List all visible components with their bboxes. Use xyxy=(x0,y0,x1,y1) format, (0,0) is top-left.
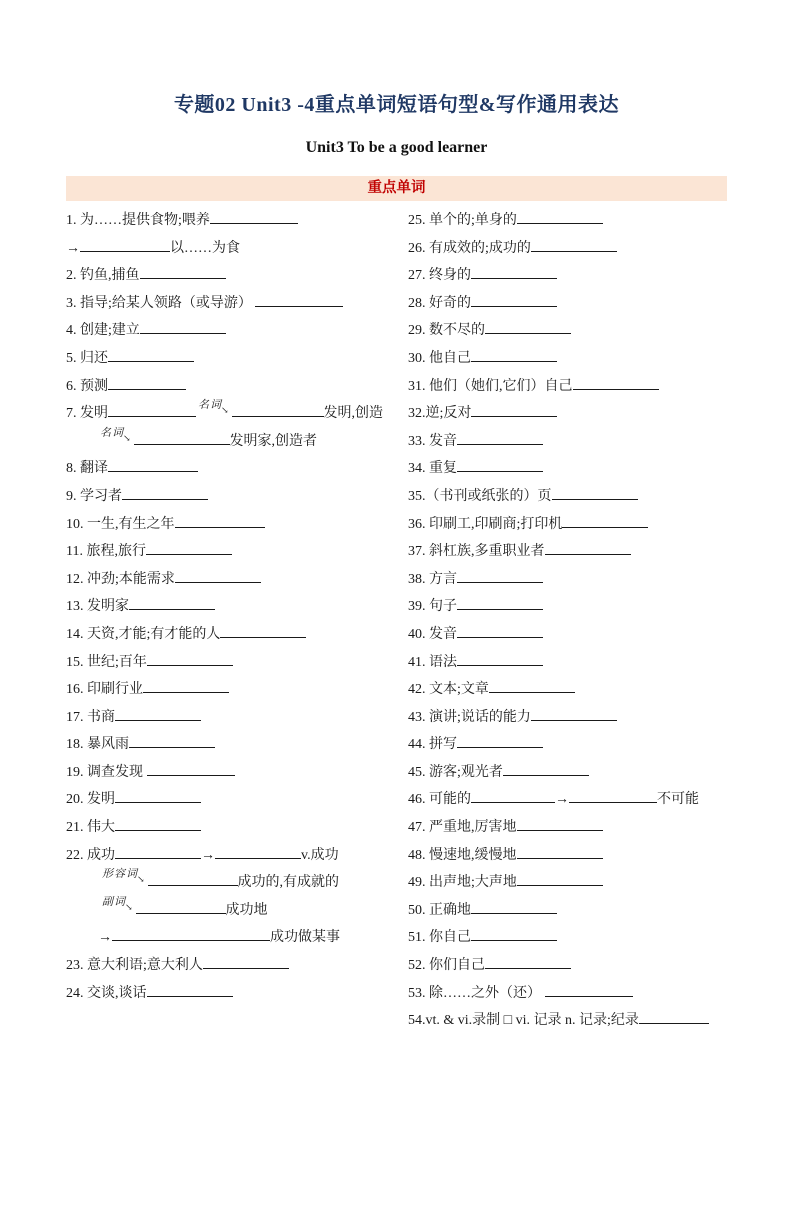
fill-blank xyxy=(471,899,557,914)
fill-blank xyxy=(545,982,633,997)
vocab-text: 40. 发音 xyxy=(408,626,457,642)
vocab-text: 15. 世纪;百年 xyxy=(66,654,147,670)
vocab-line xyxy=(66,593,408,621)
fill-blank xyxy=(215,844,301,859)
fill-blank xyxy=(140,264,226,279)
fill-blank xyxy=(122,485,208,500)
fill-blank xyxy=(485,954,571,969)
vocab-text: 30. 他自己 xyxy=(408,350,471,366)
pos-annotation xyxy=(100,420,132,448)
fill-blank xyxy=(471,402,557,417)
pos-annotation xyxy=(198,392,230,420)
vocab-line xyxy=(408,621,727,649)
vocab-line xyxy=(408,786,727,814)
fill-blank xyxy=(115,816,201,831)
fill-blank xyxy=(136,899,226,914)
fill-blank xyxy=(471,788,555,803)
vocab-text: 21. 伟大 xyxy=(66,820,115,836)
vocab-text: 19. 调查发现 xyxy=(66,764,147,780)
fill-blank xyxy=(471,292,557,307)
vocab-line xyxy=(66,207,408,235)
vocab-text: 4. 创建;建立 xyxy=(66,323,140,339)
vocab-text: → xyxy=(66,240,80,256)
fill-blank xyxy=(489,678,575,693)
vocab-text: 5. 归还 xyxy=(66,350,108,366)
vocab-line xyxy=(66,786,408,814)
vocab-text: 42. 文本;文章 xyxy=(408,682,489,698)
vocab-text: 27. 终身的 xyxy=(408,268,471,284)
vocab-line xyxy=(408,400,727,428)
vocab-text: 成功做某事 xyxy=(270,930,340,946)
vocab-text: 36. 印刷工,印刷商;打印机 xyxy=(408,516,563,532)
vocab-text: → xyxy=(201,847,215,863)
fill-blank xyxy=(115,706,201,721)
fill-blank xyxy=(517,209,603,224)
vocab-line xyxy=(408,869,727,897)
pos-label: 名词 xyxy=(100,426,124,439)
vocab-line xyxy=(408,345,727,373)
vocab-line xyxy=(408,290,727,318)
vocab-text: 16. 印刷行业 xyxy=(66,682,143,698)
vocab-text: 以……为食 xyxy=(170,240,240,256)
vocab-text: 3. 指导;给某人领路（或导游） xyxy=(66,295,256,311)
vocab-text: 18. 暴风雨 xyxy=(66,737,129,753)
vocab-text: 24. 交谈,谈话 xyxy=(66,985,147,1001)
fill-blank xyxy=(147,761,235,776)
fill-blank xyxy=(203,954,289,969)
vocab-text: 34. 重复 xyxy=(408,461,457,477)
vocab-text: 48. 慢速地,缓慢地 xyxy=(408,847,517,863)
vocab-text: 不可能 xyxy=(657,792,699,808)
vocab-line xyxy=(66,345,408,373)
vocab-text: 38. 方言 xyxy=(408,571,457,587)
fill-blank xyxy=(457,595,543,610)
vocab-text: 47. 严重地,厉害地 xyxy=(408,820,517,836)
vocab-text: 发明家,创造者 xyxy=(229,433,318,449)
fill-blank xyxy=(129,733,215,748)
fill-blank xyxy=(471,347,557,362)
vocab-text: 9. 学习者 xyxy=(66,488,122,504)
vocab-text: 成功地 xyxy=(225,902,268,918)
vocab-line xyxy=(408,759,727,787)
fill-blank xyxy=(471,264,557,279)
vocab-text: 6. 预测 xyxy=(66,378,108,394)
vocab-column-left xyxy=(66,207,408,1035)
fill-blank xyxy=(148,871,238,886)
vocab-text: 41. 语法 xyxy=(408,654,457,670)
vocab-text: 50. 正确地 xyxy=(408,902,471,918)
vocab-line xyxy=(66,649,408,677)
fill-blank xyxy=(115,844,201,859)
vocab-line xyxy=(408,731,727,759)
vocab-line xyxy=(408,704,727,732)
fill-blank xyxy=(457,430,543,445)
vocab-text: 2. 钓鱼,捕鱼 xyxy=(66,268,140,284)
vocab-text: 44. 拼写 xyxy=(408,737,457,753)
fill-blank xyxy=(108,402,196,417)
vocab-line xyxy=(66,759,408,787)
vocab-line xyxy=(66,731,408,759)
fill-blank xyxy=(517,871,603,886)
fill-blank xyxy=(457,651,543,666)
vocab-line xyxy=(408,980,727,1008)
fill-blank xyxy=(531,237,617,252)
vocab-line xyxy=(66,814,408,842)
fill-blank xyxy=(531,706,617,721)
vocab-line xyxy=(66,897,408,925)
vocab-text: 31. 他们（她们,它们）自己 xyxy=(408,378,573,394)
fill-blank xyxy=(517,844,603,859)
vocab-text: 46. 可能的 xyxy=(408,792,471,808)
vocab-text: 52. 你们自己 xyxy=(408,958,485,974)
vocab-text: 45. 游客;观光者 xyxy=(408,764,503,780)
vocab-text: 43. 演讲;说话的能力 xyxy=(408,709,531,725)
fill-blank xyxy=(175,568,261,583)
vocab-line xyxy=(408,317,727,345)
vocab-line xyxy=(408,428,727,456)
fill-blank xyxy=(108,375,186,390)
document-page xyxy=(0,88,793,1035)
annotation-arrow-icon: ↘ xyxy=(137,874,146,885)
vocab-line xyxy=(66,676,408,704)
fill-blank xyxy=(143,678,229,693)
vocab-line xyxy=(408,842,727,870)
vocab-text: 13. 发明家 xyxy=(66,599,129,615)
vocab-text: 1. 为……提供食物;喂养 xyxy=(66,213,210,228)
vocab-text: 39. 句子 xyxy=(408,599,457,615)
fill-blank xyxy=(503,761,589,776)
pos-annotation xyxy=(102,861,146,889)
fill-blank xyxy=(80,237,170,252)
fill-blank xyxy=(639,1009,709,1024)
fill-blank xyxy=(562,513,648,528)
fill-blank xyxy=(147,982,233,997)
vocab-text: 20. 发明 xyxy=(66,792,115,808)
vocab-text: 发明,创造 xyxy=(323,406,384,422)
fill-blank xyxy=(255,292,343,307)
fill-blank xyxy=(210,209,298,224)
vocab-line xyxy=(66,373,408,401)
pos-label: 名词 xyxy=(198,399,222,412)
vocab-line xyxy=(66,511,408,539)
vocab-line xyxy=(66,952,408,980)
vocab-text: 25. 单个的;单身的 xyxy=(408,213,517,228)
annotation-arrow-icon: ↘ xyxy=(221,405,230,416)
vocab-text: 29. 数不尽的 xyxy=(408,323,485,339)
fill-blank xyxy=(457,733,543,748)
vocab-line xyxy=(408,207,727,235)
vocab-text: 37. 斜杠族,多重职业者 xyxy=(408,544,545,560)
fill-blank xyxy=(232,402,324,417)
vocab-text: → xyxy=(555,792,569,808)
vocab-line xyxy=(408,676,727,704)
fill-blank xyxy=(147,651,233,666)
vocab-line xyxy=(66,538,408,566)
vocab-text: 33. 发音 xyxy=(408,433,457,449)
vocab-line xyxy=(66,924,408,952)
vocab-line xyxy=(66,235,408,263)
vocab-line xyxy=(66,428,408,456)
vocab-column-right xyxy=(408,207,727,1035)
fill-blank xyxy=(108,347,194,362)
fill-blank xyxy=(112,926,270,941)
fill-blank xyxy=(471,926,557,941)
vocab-line xyxy=(408,373,727,401)
vocab-line xyxy=(408,814,727,842)
fill-blank xyxy=(457,568,543,583)
vocab-line xyxy=(408,924,727,952)
vocab-line xyxy=(408,455,727,483)
vocab-line xyxy=(408,235,727,263)
vocab-line xyxy=(408,897,727,925)
fill-blank xyxy=(517,816,603,831)
vocab-text: 26. 有成效的;成功的 xyxy=(408,240,531,256)
vocab-line xyxy=(408,262,727,290)
fill-blank xyxy=(134,430,230,445)
vocab-text: 51. 你自己 xyxy=(408,930,471,946)
fill-blank xyxy=(129,595,215,610)
fill-blank xyxy=(569,788,657,803)
vocab-text: 14. 天资,才能;有才能的人 xyxy=(66,626,221,642)
vocab-line xyxy=(66,262,408,290)
vocab-line xyxy=(66,483,408,511)
vocab-text: 53. 除……之外（还） xyxy=(408,985,545,1001)
fill-blank xyxy=(573,375,659,390)
pos-annotation xyxy=(102,889,134,917)
fill-blank xyxy=(220,623,306,638)
vocab-text: 49. 出声地;大声地 xyxy=(408,875,517,891)
doc-title: 专题02 Unit3 -4重点单词短语句型&写作通用表达 xyxy=(173,94,620,116)
fill-blank xyxy=(108,457,198,472)
vocab-text: 12. 冲劲;本能需求 xyxy=(66,571,175,587)
annotation-arrow-icon: ↘ xyxy=(123,432,132,443)
vocab-line xyxy=(408,649,727,677)
vocab-line xyxy=(408,511,727,539)
vocab-text: 32.逆;反对 xyxy=(408,406,472,422)
fill-blank xyxy=(457,457,543,472)
vocab-text: v.成功 xyxy=(301,847,339,863)
vocab-text: → xyxy=(98,930,112,946)
vocab-line xyxy=(66,621,408,649)
vocab-line xyxy=(408,538,727,566)
vocab-text: 17. 书商 xyxy=(66,709,115,725)
vocab-line xyxy=(66,566,408,594)
vocab-line xyxy=(408,1007,727,1035)
fill-blank xyxy=(552,485,638,500)
vocab-text: 成功的,有成就的 xyxy=(237,875,340,891)
vocab-text: 23. 意大利语;意大利人 xyxy=(66,958,203,974)
vocab-text: 22. 成功 xyxy=(66,847,115,863)
section-banner: 重点单词 xyxy=(66,176,727,201)
vocab-text: 10. 一生,有生之年 xyxy=(66,516,175,532)
vocab-line xyxy=(66,704,408,732)
fill-blank xyxy=(457,623,543,638)
pos-label: 形容词 xyxy=(102,868,138,881)
fill-blank xyxy=(485,319,571,334)
vocab-text: 8. 翻译 xyxy=(66,461,108,477)
vocab-line xyxy=(66,317,408,345)
vocab-text: 54.vt. & vi.录制 □ vi. 记录 n. 记录;纪录 xyxy=(408,1013,639,1029)
fill-blank xyxy=(115,788,201,803)
fill-blank xyxy=(545,540,631,555)
vocab-line xyxy=(408,952,727,980)
vocab-line xyxy=(408,566,727,594)
unit-title: Unit3 To be a good learner xyxy=(305,139,488,156)
vocab-text: 35.（书刊或纸张的）页 xyxy=(408,488,552,504)
vocab-columns xyxy=(66,207,727,1035)
vocab-line xyxy=(66,290,408,318)
fill-blank xyxy=(146,540,232,555)
vocab-line xyxy=(408,593,727,621)
annotation-arrow-icon: ↘ xyxy=(125,901,134,912)
vocab-line xyxy=(408,483,727,511)
vocab-text: 7. 发明 xyxy=(66,406,108,422)
vocab-text: 28. 好奇的 xyxy=(408,295,471,311)
vocab-text: 11. 旅程,旅行 xyxy=(66,544,146,560)
fill-blank xyxy=(140,319,226,334)
vocab-line xyxy=(66,455,408,483)
fill-blank xyxy=(175,513,265,528)
pos-label: 副词 xyxy=(102,895,126,908)
vocab-line xyxy=(66,980,408,1008)
